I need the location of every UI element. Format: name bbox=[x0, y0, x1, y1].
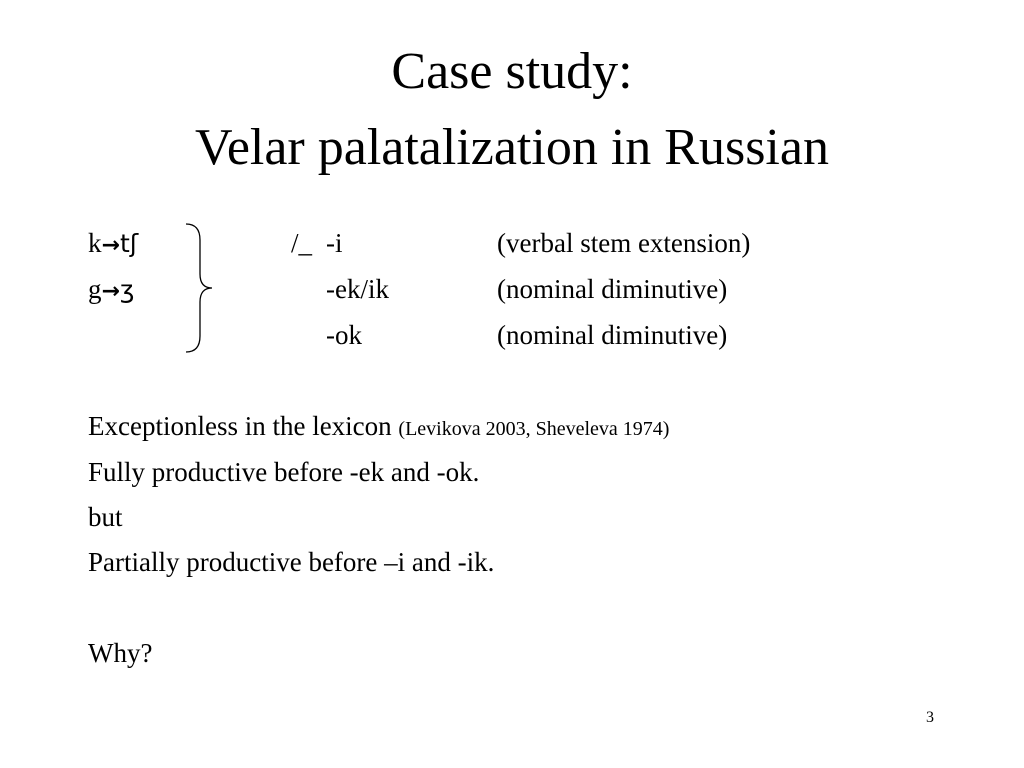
rule-k-to-tsh bbox=[88, 230, 138, 257]
env-description-nominal-1: (nominal diminutive) bbox=[497, 274, 728, 304]
rule-output: ʒ bbox=[119, 275, 135, 304]
right-arrow-icon: → bbox=[101, 233, 120, 258]
body-line-text: Exceptionless in the lexicon bbox=[88, 411, 392, 441]
env-suffix-ek-ik: -ek/ik bbox=[326, 274, 389, 304]
body-line-but: but bbox=[88, 502, 123, 532]
context-prefix: /_ bbox=[291, 228, 313, 258]
env-suffix-ok: -ok bbox=[326, 320, 362, 350]
body-line-exceptionless bbox=[88, 413, 669, 440]
env-description-nominal-2: (nominal diminutive) bbox=[497, 320, 728, 350]
env-description-verbal: (verbal stem extension) bbox=[497, 228, 751, 258]
rule-input: k bbox=[88, 228, 102, 258]
slide-title-line-1: Case study: bbox=[391, 43, 633, 100]
right-arrow-icon: → bbox=[101, 279, 120, 304]
rule-output: tʃ bbox=[119, 229, 139, 258]
env-suffix-i: -i bbox=[326, 228, 343, 258]
rule-g-to-zh bbox=[88, 276, 134, 303]
rule-input: g bbox=[88, 274, 102, 304]
right-brace-icon bbox=[180, 222, 224, 354]
slide-number: 3 bbox=[926, 709, 934, 726]
body-line-partially-productive: Partially productive before –i and -ik. bbox=[88, 547, 495, 577]
body-line-fully-productive: Fully productive before -ek and -ok. bbox=[88, 457, 480, 487]
slide-title-line-2: Velar palatalization in Russian bbox=[195, 119, 829, 176]
citation: (Levikova 2003, Sheveleva 1974) bbox=[398, 418, 670, 440]
body-line-why: Why? bbox=[88, 638, 153, 668]
